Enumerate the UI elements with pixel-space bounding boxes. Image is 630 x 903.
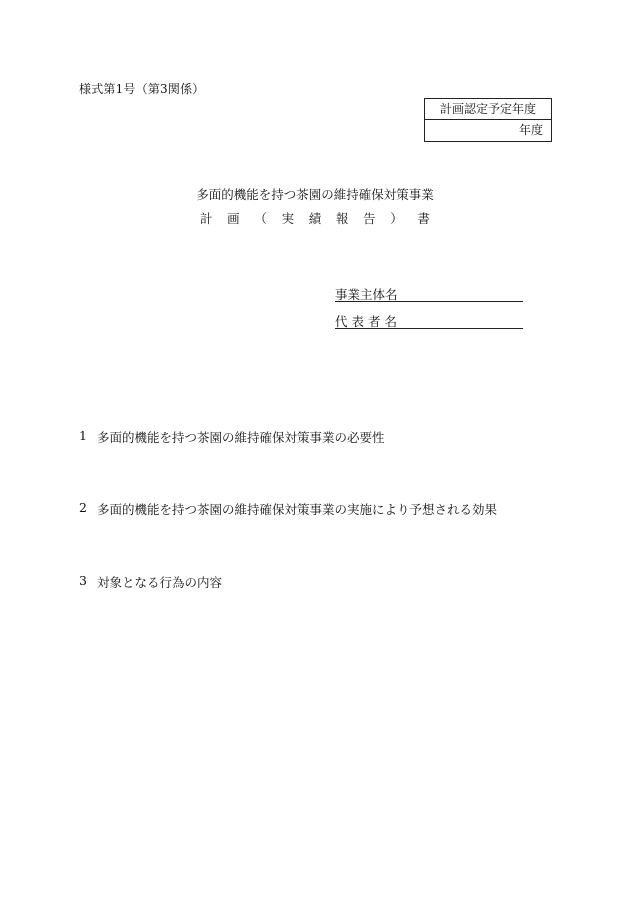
document-title: 多面的機能を持つ茶園の維持確保対策事業: [196, 187, 434, 202]
subtitle-char: （: [254, 211, 267, 226]
subtitle-char: 績: [308, 211, 322, 226]
subtitle-char: 画: [227, 211, 240, 226]
section-heading: 対象となる行為の内容: [97, 575, 223, 590]
section-number: 2: [79, 500, 87, 515]
document-subtitle: [200, 209, 430, 227]
section-heading: 多面的機能を持つ茶園の維持確保対策事業の実施により予想される効果: [97, 502, 498, 517]
form-number: 様式第1号（第3関係）: [79, 82, 205, 96]
section-number: 1: [79, 428, 87, 443]
section-target-activities: [79, 573, 222, 591]
organization-name-field: 事業主体名: [335, 285, 523, 302]
subtitle-char: 告: [363, 211, 376, 226]
subtitle-char: 書: [417, 211, 430, 226]
planned-year-header: 計画認定予定年度: [425, 99, 551, 120]
subtitle-char: 計: [200, 211, 213, 226]
subtitle-char: 報: [335, 211, 349, 226]
representative-name-field: 代表者名: [335, 312, 523, 329]
section-expected-effects: [79, 500, 497, 518]
section-heading: 多面的機能を持つ茶園の維持確保対策事業の必要性: [97, 430, 385, 445]
subtitle-char: ）: [390, 211, 403, 226]
section-necessity: [79, 428, 385, 446]
section-number: 3: [79, 573, 87, 588]
planned-year-box: [424, 98, 552, 142]
subtitle-char: 実: [281, 211, 295, 226]
planned-year-value: 年度: [518, 123, 543, 137]
